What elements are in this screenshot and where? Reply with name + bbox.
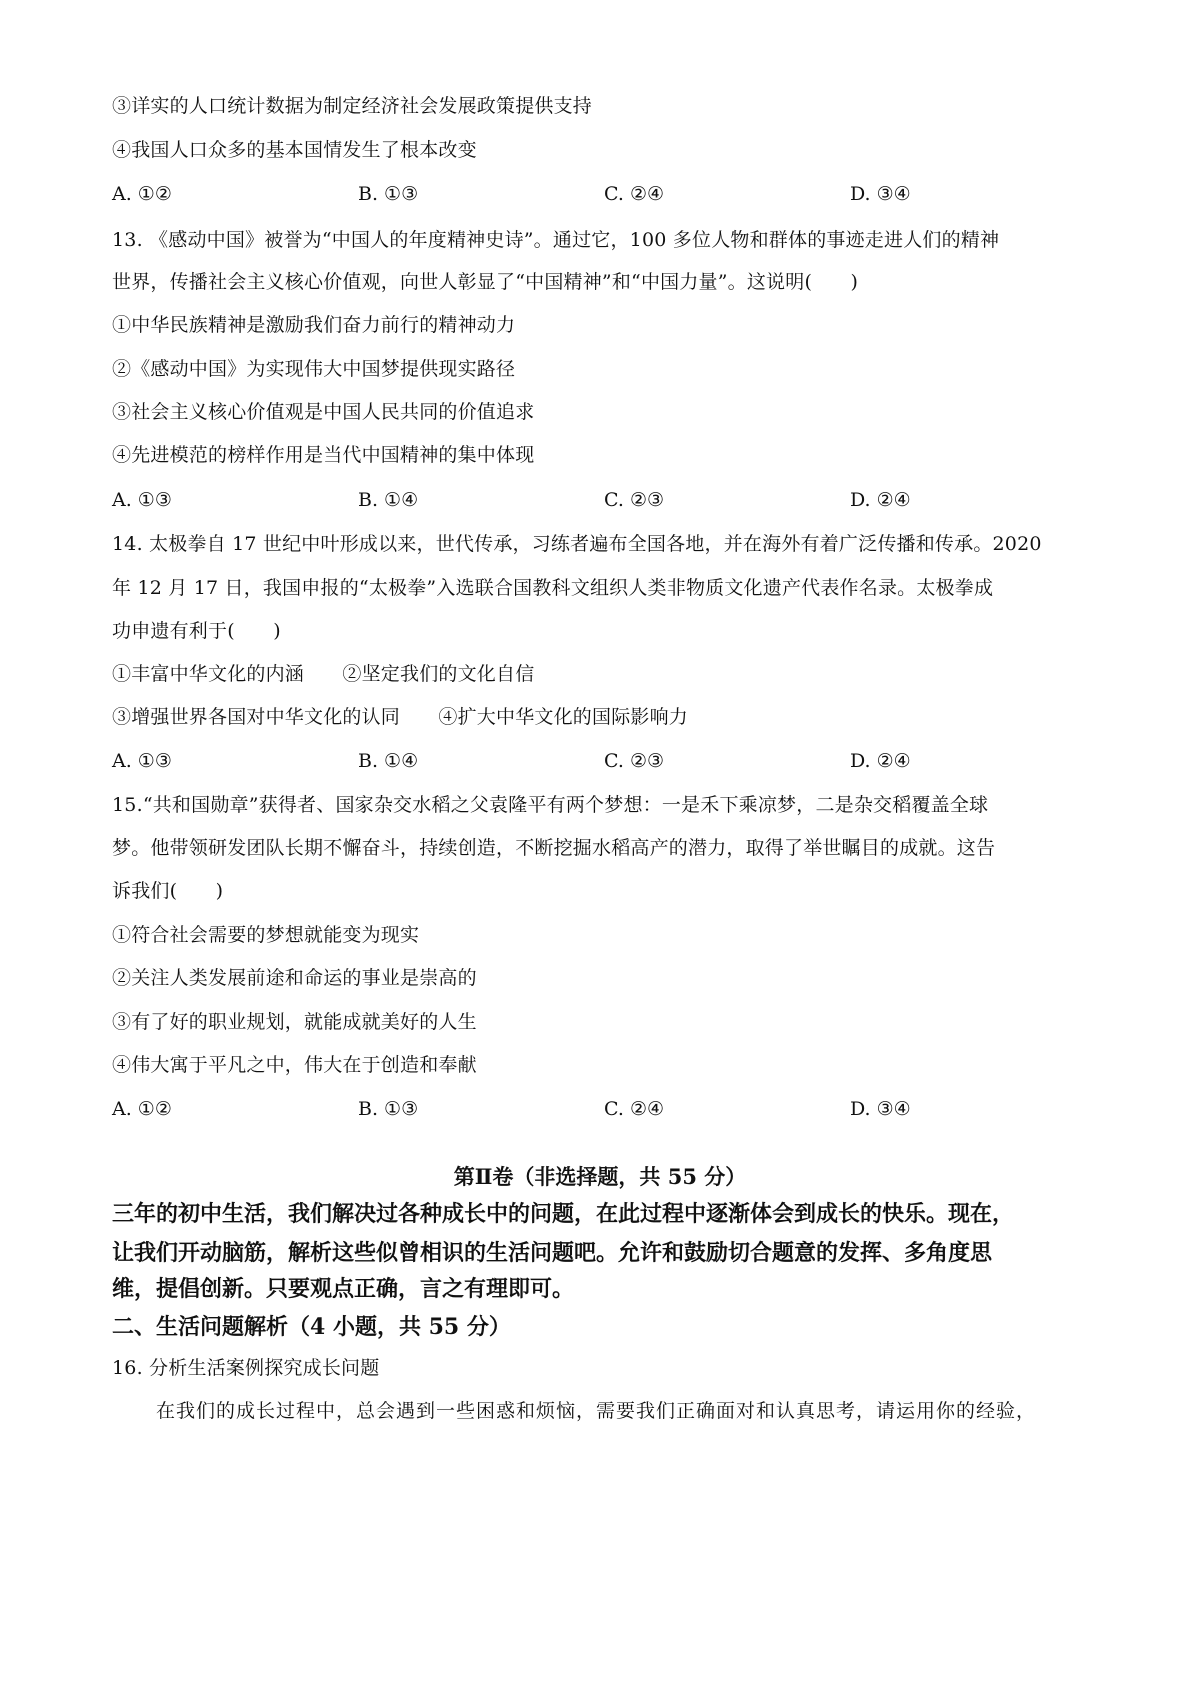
part-two-intro-line-3: 维，提倡创新。只要观点正确，言之有理即可。 <box>112 1276 575 1302</box>
part-two-title: 第Ⅱ卷（非选择题，共 55 分） <box>453 1164 747 1189</box>
q12-item-4: ④我国人口众多的基本国情发生了根本改变 <box>112 139 477 161</box>
section-heading: 二、生活问题解析（4 小题，共 55 分） <box>112 1314 511 1340</box>
q15-option-d[interactable]: D. ③④ <box>850 1098 911 1120</box>
q14-items-line-2: ③增强世界各国对中华文化的认同 ④扩大中华文化的国际影响力 <box>112 706 689 728</box>
q12-option-a[interactable]: A. ①② <box>112 183 172 205</box>
q13-option-c[interactable]: C. ②③ <box>604 489 665 511</box>
q12-option-c[interactable]: C. ②④ <box>604 183 665 205</box>
q14-items-line-1: ①丰富中华文化的内涵 ②坚定我们的文化自信 <box>112 663 535 685</box>
q14-option-d[interactable]: D. ②④ <box>850 750 911 772</box>
q13-item-3: ③社会主义核心价值观是中国人民共同的价值追求 <box>112 401 535 423</box>
q13-item-2: ②《感动中国》为实现伟大中国梦提供现实路径 <box>112 358 516 380</box>
q14-stem-line-3: 功申遗有利于( ) <box>112 620 281 642</box>
q14-option-c[interactable]: C. ②③ <box>604 750 665 772</box>
q13-option-a[interactable]: A. ①③ <box>112 489 172 511</box>
q13-item-4: ④先进模范的榜样作用是当代中国精神的集中体现 <box>112 444 535 466</box>
q15-option-a[interactable]: A. ①② <box>112 1098 172 1120</box>
q14-option-b[interactable]: B. ①④ <box>358 750 419 772</box>
q13-stem-line-1: 13. 《感动中国》被誉为“中国人的年度精神史诗”。通过它，100 多位人物和群体的事迹走进人们的精神 <box>112 229 1000 251</box>
q13-option-b[interactable]: B. ①④ <box>358 489 419 511</box>
q13-options <box>112 488 1112 512</box>
q13-stem-line-2: 世界，传播社会主义核心价值观，向世人彰显了“中国精神”和“中国力量”。这说明( ) <box>112 271 859 293</box>
part-two-intro-line-1: 三年的初中生活，我们解决过各种成长中的问题，在此过程中逐渐体会到成长的快乐。现在， <box>112 1201 1015 1227</box>
q15-stem-line-1: 15.“共和国勋章”获得者、国家杂交水稻之父袁隆平有两个梦想：一是禾下乘凉梦，二是杂交稻覆盖全球 <box>112 794 989 816</box>
q14-option-a[interactable]: A. ①③ <box>112 750 172 772</box>
q15-option-c[interactable]: C. ②④ <box>604 1098 665 1120</box>
q12-item-3: ③详实的人口统计数据为制定经济社会发展政策提供支持 <box>112 95 593 117</box>
q14-stem-line-2: 年 12 月 17 日，我国申报的“太极拳”入选联合国教科文组织人类非物质文化遗产代表作名录。太极拳成 <box>112 577 994 599</box>
q15-item-3: ③有了好的职业规划，就能成就美好的人生 <box>112 1011 477 1033</box>
q12-option-b[interactable]: B. ①③ <box>358 183 419 205</box>
q12-options <box>112 182 1112 206</box>
q15-options <box>112 1097 1112 1121</box>
q15-item-1: ①符合社会需要的梦想就能变为现实 <box>112 924 420 946</box>
q15-stem-line-3: 诉我们( ) <box>112 880 224 902</box>
q16-title: 16. 分析生活案例探究成长问题 <box>112 1357 380 1379</box>
q15-item-4: ④伟大寓于平凡之中，伟大在于创造和奉献 <box>112 1054 477 1076</box>
q13-option-d[interactable]: D. ②④ <box>850 489 911 511</box>
q15-stem-line-2: 梦。他带领研发团队长期不懈奋斗，持续创造，不断挖掘水稻高产的潜力，取得了举世瞩目的成就。这告 <box>112 837 996 859</box>
q15-item-2: ②关注人类发展前途和命运的事业是崇高的 <box>112 967 477 989</box>
q14-options <box>112 749 1112 773</box>
q16-passage-line-1: 在我们的成长过程中，总会遇到一些困惑和烦恼，需要我们正确面对和认真思考，请运用你的经验， <box>156 1400 1037 1422</box>
part-two-intro-line-2: 让我们开动脑筋，解析这些似曾相识的生活问题吧。允许和鼓励切合题意的发挥、多角度思 <box>112 1240 993 1266</box>
q14-stem-line-1: 14. 太极拳自 17 世纪中叶形成以来，世代传承，习练者遍布全国各地，并在海外有着广泛传播和传承。2020 <box>112 533 1042 555</box>
q13-item-1: ①中华民族精神是激励我们奋力前行的精神动力 <box>112 314 516 336</box>
q12-option-d[interactable]: D. ③④ <box>850 183 911 205</box>
q15-option-b[interactable]: B. ①③ <box>358 1098 419 1120</box>
